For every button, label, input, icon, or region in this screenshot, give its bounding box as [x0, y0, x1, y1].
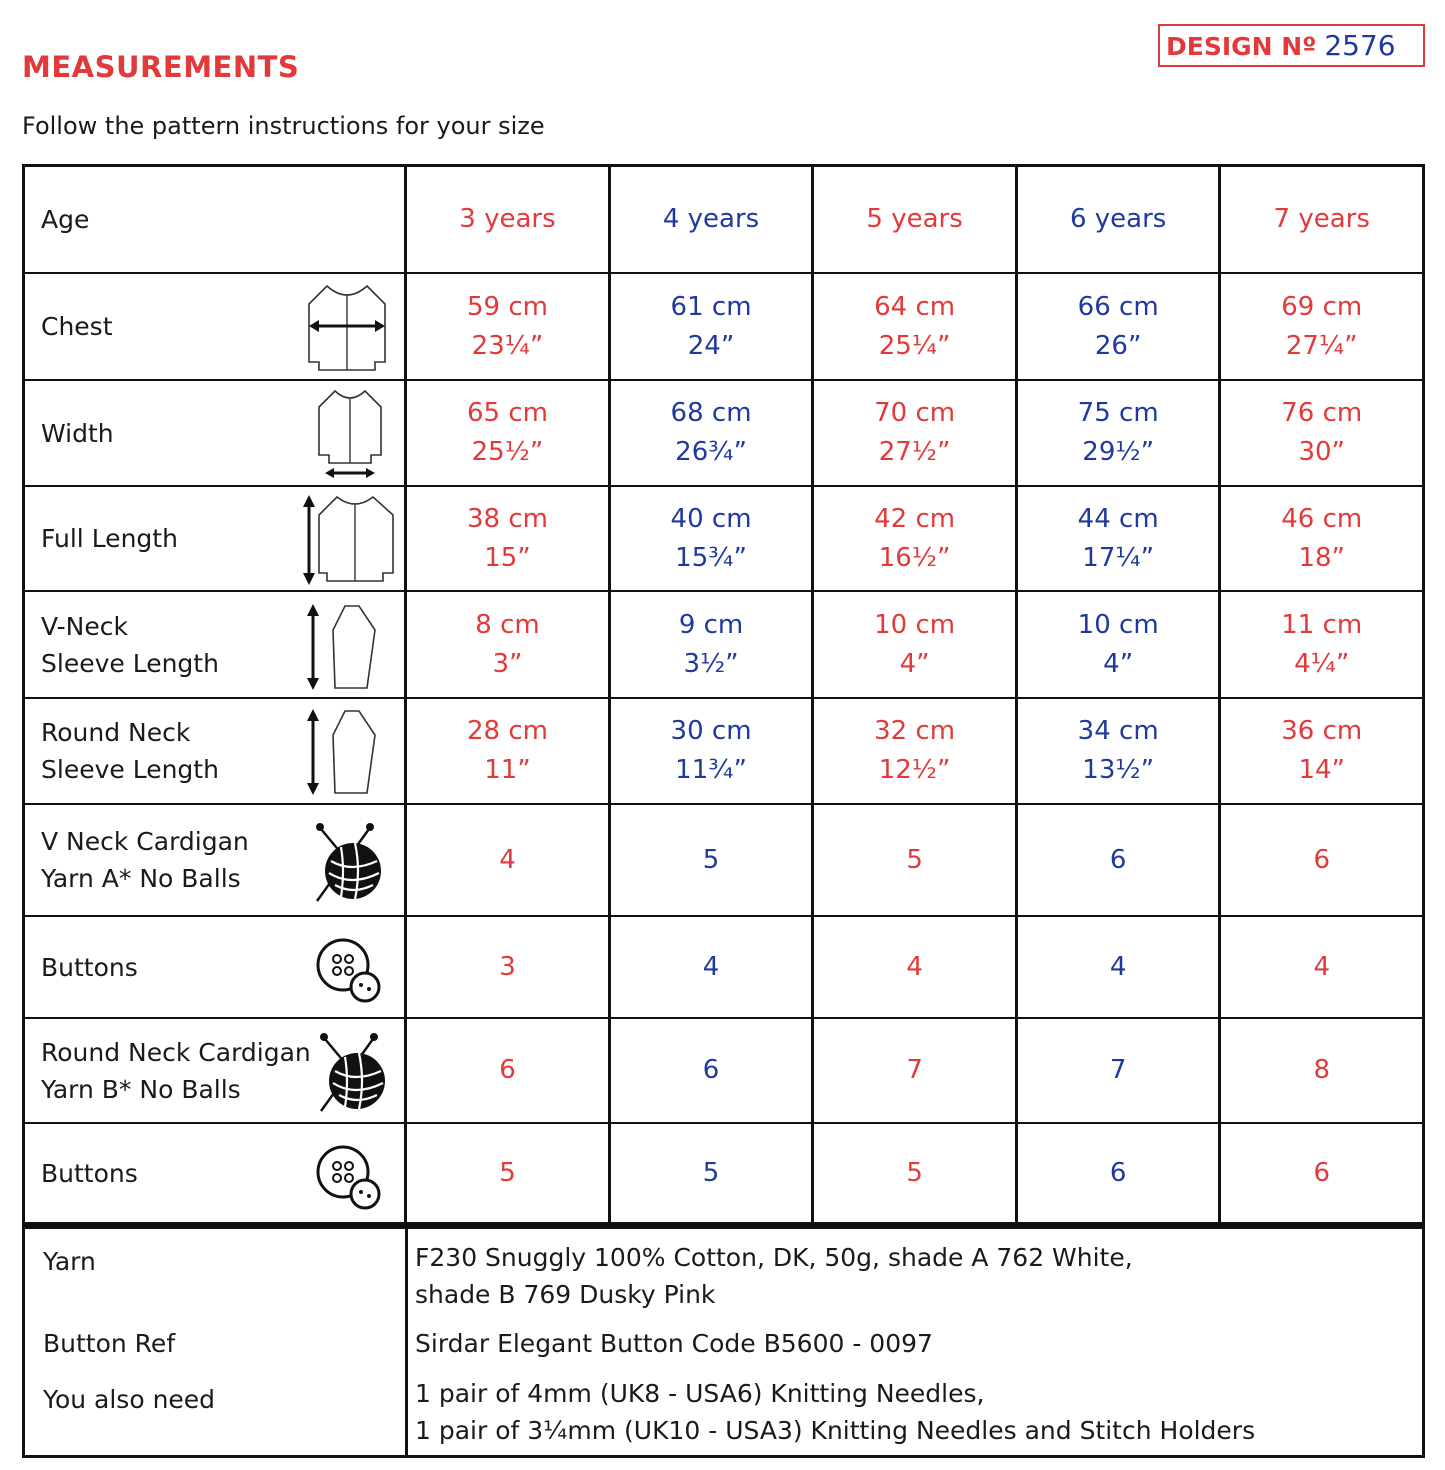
cm-value: 75 cm — [1077, 398, 1159, 428]
inch-value: 16½” — [878, 542, 951, 573]
value-cell — [1015, 1124, 1219, 1223]
value-cell — [1015, 274, 1219, 379]
row-label — [41, 608, 219, 682]
value-cell — [608, 1019, 812, 1122]
row-label-cell — [25, 1019, 404, 1122]
also-need-value-line: 1 pair of 4mm (UK8 - USA6) Knitting Needles, — [415, 1379, 985, 1408]
value-cell — [1218, 274, 1422, 379]
row-label-line: Full Length — [41, 524, 178, 553]
also-need-value — [415, 1375, 1255, 1449]
table-row-buttons-a — [25, 915, 1422, 1017]
count-value: 3 — [499, 951, 516, 982]
value-cell — [1218, 487, 1422, 590]
inch-value: 25¼” — [878, 330, 951, 361]
cm-value: 70 cm — [874, 398, 956, 428]
value-cell — [811, 1124, 1015, 1223]
cm-value: 10 cm — [874, 609, 956, 640]
row-label-line: Yarn A* No Balls — [41, 864, 241, 893]
value-cell — [811, 1019, 1015, 1122]
button-ref-value — [415, 1325, 933, 1362]
inch-value: 12½” — [878, 755, 951, 785]
row-label-line: Yarn B* No Balls — [41, 1074, 241, 1104]
table-row-roundneck-sleeve — [25, 697, 1422, 803]
inch-value: 4¼” — [1294, 648, 1350, 679]
table-row-age — [25, 167, 1422, 272]
count-value: 4 — [1109, 951, 1127, 982]
count-value: 6 — [702, 1055, 720, 1085]
cm-value: 64 cm — [874, 291, 956, 322]
inch-value: 27¼” — [1285, 330, 1358, 361]
buttons-icon — [313, 935, 383, 1005]
value-cell — [811, 592, 1015, 697]
value-cell — [608, 805, 812, 915]
inch-value: 17¼” — [1082, 542, 1155, 573]
cm-value: 11 cm — [1281, 609, 1363, 640]
value-cell — [1218, 381, 1422, 485]
count-value: 4 — [702, 951, 720, 982]
count-value: 5 — [499, 1158, 516, 1188]
count-value: 7 — [906, 1055, 923, 1085]
row-label-cell — [25, 167, 404, 272]
cm-value: 46 cm — [1281, 503, 1363, 534]
inch-value: 30” — [1298, 437, 1346, 467]
count-value: 6 — [1313, 1158, 1330, 1188]
row-label-line: Sleeve Length — [41, 755, 219, 784]
cardigan-full-length-icon — [299, 493, 399, 587]
row-label-cell — [25, 274, 404, 379]
row-label-line: Round Neck — [41, 718, 191, 747]
yarn-value-line: shade B 769 Dusky Pink — [415, 1280, 716, 1309]
row-label — [41, 308, 113, 345]
row-label-cell — [25, 381, 404, 485]
design-number-box — [1158, 24, 1425, 67]
table-row-chest — [25, 272, 1422, 379]
cm-value: 65 cm — [466, 398, 548, 428]
size-header: 4 years — [662, 204, 760, 234]
value-cell — [1218, 699, 1422, 803]
count-value: 6 — [1109, 844, 1127, 875]
row-label — [41, 201, 89, 238]
also-need-value-line: 1 pair of 3¼mm (UK10 - USA3) Knitting Needles and Stitch Holders — [415, 1416, 1256, 1445]
yarn-label: Yarn — [43, 1247, 96, 1276]
row-label-line: V-Neck — [41, 611, 128, 641]
size-header-cell — [1218, 167, 1422, 272]
row-label-cell — [25, 917, 404, 1017]
size-header: 3 years — [459, 204, 556, 234]
cm-value: 76 cm — [1281, 398, 1363, 428]
value-cell — [404, 487, 608, 590]
sleeve-length-icon — [301, 602, 381, 692]
cm-value: 28 cm — [466, 716, 548, 746]
cm-value: 40 cm — [670, 503, 752, 534]
row-label — [41, 714, 219, 788]
count-value: 7 — [1109, 1055, 1127, 1085]
count-value: 6 — [499, 1055, 516, 1085]
value-cell — [811, 917, 1015, 1017]
size-header: 7 years — [1273, 204, 1370, 234]
count-value: 8 — [1313, 1055, 1330, 1085]
cardigan-chest-width-icon — [305, 282, 389, 372]
inch-value: 24” — [687, 330, 735, 361]
row-label-line: Width — [41, 418, 114, 448]
row-label-cell — [25, 1124, 404, 1223]
value-cell — [404, 1019, 608, 1122]
also-need-label: You also need — [43, 1385, 216, 1414]
cm-value: 42 cm — [874, 503, 956, 534]
row-label — [41, 415, 114, 452]
cm-value: 30 cm — [670, 716, 752, 746]
inch-value: 13½” — [1082, 755, 1155, 785]
yarn-value-line: F230 Snuggly 100% Cotton, DK, 50g, shade A 762 White, — [415, 1243, 1133, 1272]
row-label — [41, 1034, 311, 1108]
subtitle: Follow the pattern instructions for your size — [22, 112, 545, 140]
cm-value: 8 cm — [475, 609, 540, 640]
inch-value: 11¾” — [675, 755, 747, 785]
size-header-cell — [1015, 167, 1219, 272]
inch-value: 27½” — [878, 437, 951, 467]
row-label-line: V Neck Cardigan — [41, 827, 249, 856]
row-label-cell — [25, 487, 404, 590]
yarn-ball-needles-icon — [315, 1031, 389, 1113]
inch-value: 26” — [1094, 330, 1142, 361]
value-cell — [1015, 699, 1219, 803]
row-label — [41, 823, 249, 897]
inch-value: 3½” — [683, 648, 739, 679]
row-label-cell — [25, 592, 404, 697]
count-value: 5 — [906, 844, 923, 875]
inch-value: 26¾” — [675, 437, 747, 467]
cm-value: 32 cm — [874, 716, 956, 746]
inch-value: 18” — [1298, 542, 1346, 573]
value-cell — [404, 274, 608, 379]
count-value: 4 — [906, 951, 923, 982]
cm-value: 68 cm — [670, 398, 752, 428]
age-label: Age — [41, 205, 90, 234]
value-cell — [1015, 917, 1219, 1017]
value-cell — [608, 699, 812, 803]
row-label-line: Buttons — [41, 952, 138, 982]
inch-value: 23¼” — [471, 330, 544, 361]
count-value: 6 — [1313, 844, 1330, 875]
cm-value: 38 cm — [466, 503, 548, 534]
count-value: 6 — [1109, 1158, 1127, 1188]
cm-value: 9 cm — [678, 609, 744, 640]
value-cell — [811, 381, 1015, 485]
page-title: MEASUREMENTS — [22, 50, 300, 84]
value-cell — [1218, 1124, 1422, 1223]
value-cell — [404, 1124, 608, 1223]
value-cell — [811, 805, 1015, 915]
value-cell — [608, 592, 812, 697]
count-value: 4 — [1313, 951, 1330, 982]
value-cell — [811, 487, 1015, 590]
value-cell — [608, 381, 812, 485]
yarn-value — [415, 1239, 1133, 1313]
row-label — [41, 1155, 138, 1192]
cm-value: 34 cm — [1077, 716, 1159, 746]
value-cell — [608, 274, 812, 379]
size-header-cell — [404, 167, 608, 272]
materials-box — [22, 1226, 1425, 1458]
design-label: DESIGN Nº — [1166, 32, 1317, 61]
value-cell — [608, 1124, 812, 1223]
value-cell — [404, 699, 608, 803]
size-header-cell — [608, 167, 812, 272]
inch-value: 29½” — [1082, 437, 1155, 467]
cm-value: 61 cm — [670, 291, 752, 322]
cm-value: 44 cm — [1077, 503, 1159, 534]
cardigan-hem-width-icon — [315, 387, 385, 481]
cm-value: 66 cm — [1077, 291, 1159, 322]
inch-value: 11” — [484, 755, 531, 785]
cm-value: 69 cm — [1281, 291, 1363, 322]
row-label-cell — [25, 699, 404, 803]
count-value: 4 — [499, 844, 516, 875]
table-row-yarn-a — [25, 803, 1422, 915]
table-row-buttons-b — [25, 1122, 1422, 1223]
row-label-line: Buttons — [41, 1159, 138, 1188]
row-label-line: Sleeve Length — [41, 648, 219, 678]
inch-value: 15¾” — [675, 542, 747, 573]
row-label — [41, 949, 138, 986]
value-cell — [404, 917, 608, 1017]
table-row-full-length — [25, 485, 1422, 590]
yarn-ball-needles-icon — [311, 821, 385, 903]
cm-value: 59 cm — [466, 291, 548, 322]
inch-value: 4” — [899, 648, 930, 679]
value-cell — [1218, 592, 1422, 697]
sleeve-length-icon — [301, 707, 381, 797]
measurements-table — [22, 164, 1425, 1226]
size-header: 5 years — [866, 204, 963, 234]
cm-value: 10 cm — [1077, 609, 1159, 640]
table-row-width — [25, 379, 1422, 485]
value-cell — [608, 487, 812, 590]
row-label-cell — [25, 805, 404, 915]
button-ref-value-line: Sirdar Elegant Button Code B5600 - 0097 — [415, 1329, 933, 1358]
value-cell — [1218, 805, 1422, 915]
row-label-line: Round Neck Cardigan — [41, 1037, 311, 1067]
size-header: 6 years — [1069, 204, 1167, 234]
count-value: 5 — [702, 844, 720, 875]
design-number: 2576 — [1324, 29, 1396, 62]
row-label-line: Chest — [41, 312, 113, 341]
value-cell — [1218, 917, 1422, 1017]
cm-value: 36 cm — [1281, 716, 1363, 746]
count-value: 5 — [906, 1158, 923, 1188]
table-row-yarn-b — [25, 1017, 1422, 1122]
button-ref-label: Button Ref — [43, 1329, 176, 1358]
value-cell — [1218, 1019, 1422, 1122]
value-cell — [1015, 487, 1219, 590]
value-cell — [1015, 381, 1219, 485]
value-cell — [404, 381, 608, 485]
buttons-icon — [313, 1142, 383, 1212]
value-cell — [404, 592, 608, 697]
value-cell — [811, 274, 1015, 379]
inch-value: 3” — [492, 648, 523, 679]
size-header-cell — [811, 167, 1015, 272]
value-cell — [811, 699, 1015, 803]
inch-value: 4” — [1103, 648, 1134, 679]
table-row-vneck-sleeve — [25, 590, 1422, 697]
value-cell — [404, 805, 608, 915]
value-cell — [1015, 592, 1219, 697]
inch-value: 25½” — [471, 437, 544, 467]
value-cell — [1015, 1019, 1219, 1122]
value-cell — [1015, 805, 1219, 915]
inch-value: 14” — [1298, 755, 1346, 785]
inch-value: 15” — [484, 542, 531, 573]
value-cell — [608, 917, 812, 1017]
row-label — [41, 520, 178, 557]
count-value: 5 — [702, 1158, 720, 1188]
materials-divider — [405, 1229, 408, 1455]
